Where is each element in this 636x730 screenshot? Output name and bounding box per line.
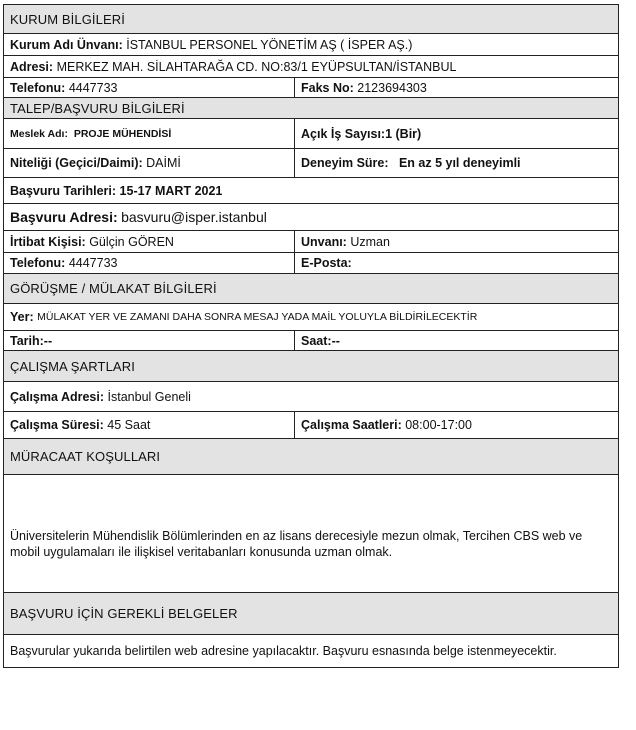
institution-name: İSTANBUL PERSONEL YÖNETİM AŞ ( İSPER AŞ.) <box>126 37 413 52</box>
application-dates-value: 15-17 MART 2021 <box>119 183 223 198</box>
institution-address: MERKEZ MAH. SİLAHTARAĞA CD. NO:83/1 EYÜPSULTAN/İSTANBUL <box>56 59 457 74</box>
section-title: TALEP/BAŞVURU BİLGİLERİ <box>10 100 185 116</box>
section-title: MÜRACAAT KOŞULLARI <box>10 449 161 464</box>
row-interview-date-time <box>3 331 619 351</box>
section-header-calisma <box>3 351 619 382</box>
experience-value: En az 5 yıl deneyimli <box>398 156 521 170</box>
field-label: Telefonu: <box>10 256 66 270</box>
row-kurum-name <box>3 34 619 56</box>
row-interview-place <box>3 304 619 331</box>
field-label: Çalışma Adresi: <box>10 389 105 404</box>
field-label: E-Posta: <box>301 256 352 270</box>
row-contact-phone-email <box>3 253 619 274</box>
section-title: ÇALIŞMA ŞARTLARI <box>10 358 135 374</box>
work-hours: 08:00-17:00 <box>405 418 472 432</box>
field-label: Tarih: <box>10 333 44 348</box>
row-kurum-address <box>3 56 619 78</box>
field-label: Adresi: <box>10 59 54 74</box>
field-label: Niteliği (Geçici/Daimi): <box>10 156 143 170</box>
institution-fax: 2123694303 <box>357 80 427 95</box>
field-label: Saat: <box>301 333 332 348</box>
field-label: Yer: <box>10 310 34 324</box>
row-nature-experience <box>3 149 619 178</box>
institution-phone: 4447733 <box>68 80 118 95</box>
contact-person: Gülçin GÖREN <box>89 234 174 249</box>
field-label: Faks No: <box>301 80 354 95</box>
row-application-dates <box>3 178 619 204</box>
interview-date: -- <box>43 333 53 348</box>
row-required-documents <box>3 635 619 668</box>
section-title: GÖRÜŞME / MÜLAKAT BİLGİLERİ <box>10 281 217 296</box>
contact-phone: 4447733 <box>68 256 118 270</box>
work-duration: 45 Saat <box>107 418 151 432</box>
section-title: KURUM BİLGİLERİ <box>10 11 125 27</box>
job-posting-form <box>3 4 619 668</box>
section-header-belgeler <box>3 593 619 635</box>
field-label: Açık İş Sayısı: <box>301 126 386 141</box>
interview-time: -- <box>331 333 340 348</box>
interview-place: MÜLAKAT YER VE ZAMANI DAHA SONRA MESAJ YADA MAİL YOLUYLA BİLDİRİLECEKTİR <box>37 311 478 323</box>
field-label: Başvuru Adresi: <box>10 209 118 225</box>
open-jobs-value: 1 (Bir) <box>385 126 422 141</box>
row-profession <box>3 119 619 149</box>
section-header-talep <box>3 98 619 119</box>
profession-value: PROJE MÜHENDİSİ <box>73 127 172 140</box>
row-kurum-phone-fax <box>3 78 619 98</box>
field-label: Kurum Adı Ünvanı: <box>10 37 123 52</box>
contact-title: Uzman <box>350 234 390 249</box>
application-conditions-text: Üniversitelerin Mühendislik Bölümlerinden en az lisans derecesiyle mezun olmak, Tercihen CBS web ve mobil uygulamaları ile ilişkisel veritabanları konusunda uzman olmak. <box>10 528 583 559</box>
section-header-gorusme <box>3 274 619 304</box>
row-work-duration-hours <box>3 412 619 439</box>
row-work-address <box>3 382 619 412</box>
row-contact <box>3 231 619 253</box>
row-application-conditions <box>3 475 619 593</box>
field-label: Meslek Adı: <box>10 127 68 140</box>
field-label: Başvuru Tarihleri: <box>10 183 117 198</box>
field-label: Çalışma Saatleri: <box>301 418 402 432</box>
field-label: İrtibat Kişisi: <box>10 234 86 249</box>
work-address: İstanbul Geneli <box>107 389 191 404</box>
row-application-address <box>3 204 619 231</box>
nature-value: DAİMİ <box>146 156 181 170</box>
field-label: Telefonu: <box>10 80 66 95</box>
section-header-kurum <box>3 4 619 34</box>
section-header-muracaat <box>3 439 619 475</box>
section-title: BAŞVURU İÇİN GEREKLİ BELGELER <box>10 606 238 621</box>
field-label: Deneyim Süre: <box>301 156 389 170</box>
field-label: Unvanı: <box>301 234 347 249</box>
required-documents-text: Başvurular yukarıda belirtilen web adresine yapılacaktır. Başvuru esnasında belge istenmeyecektir. <box>10 644 557 658</box>
field-label: Çalışma Süresi: <box>10 418 104 432</box>
application-email-link[interactable]: basvuru@isper.istanbul <box>121 209 267 225</box>
